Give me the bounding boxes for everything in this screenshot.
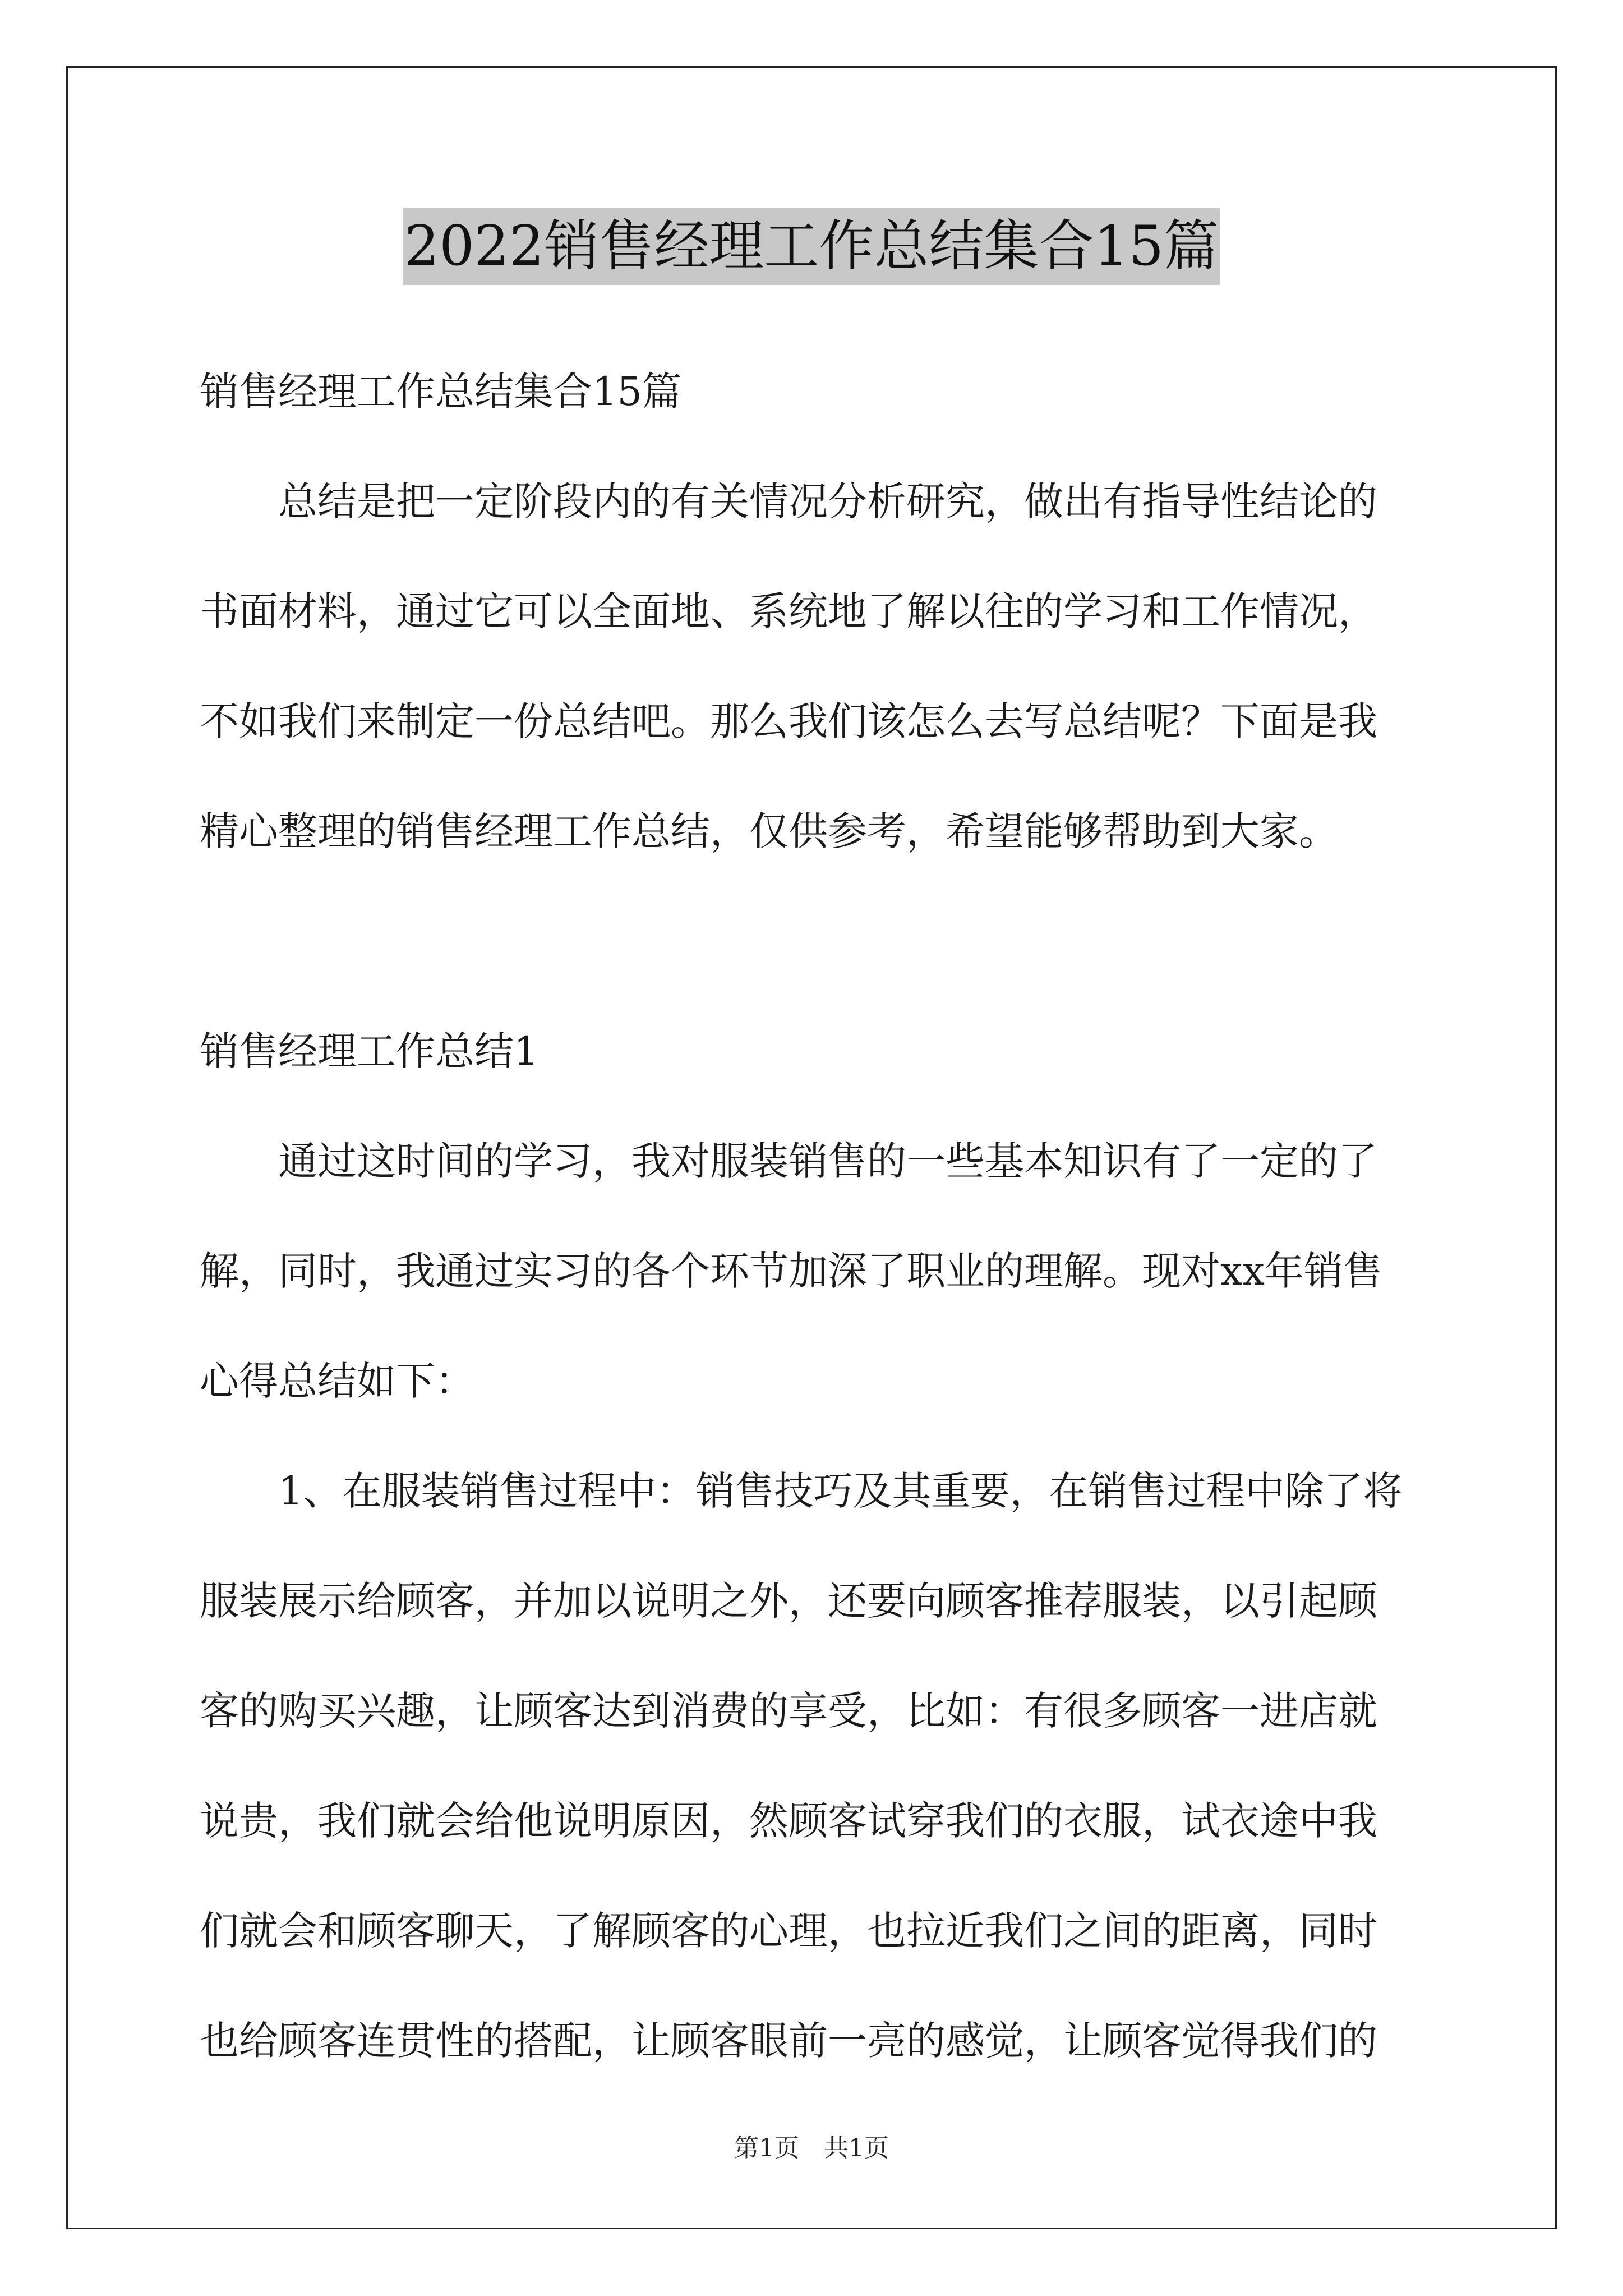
- paragraph-line: 总结是把一定阶段内的有关情况分析研究，做出有指导性结论的: [278, 478, 1377, 524]
- paragraph-line: 不如我们来制定一份总结吧。那么我们该怎么去写总结呢？下面是我: [200, 698, 1377, 744]
- spacer: [200, 886, 1428, 996]
- section1-paragraph-2: [200, 1436, 1428, 2096]
- paragraph-line: 服装展示给顾客，并加以说明之外，还要向顾客推荐服装，以引起顾: [200, 1578, 1377, 1624]
- intro-paragraph: [200, 447, 1428, 886]
- title-wrap: [0, 208, 1623, 285]
- paragraph-line: 也给顾客连贯性的搭配，让顾客眼前一亮的感觉，让顾客觉得我们的: [200, 2018, 1377, 2064]
- paragraph-line: 通过这时间的学习，我对服装销售的一些基本知识有了一定的了: [278, 1138, 1377, 1184]
- paragraph-line: 书面材料，通过它可以全面地、系统地了解以往的学习和工作情况，: [200, 588, 1377, 634]
- section1-paragraph-1: [200, 1106, 1428, 1436]
- paragraph-line: 1、在服装销售过程中：销售技巧及其重要，在销售过程中除了将: [278, 1468, 1403, 1514]
- paragraph-line: 说贵，我们就会给他说明原因，然顾客试穿我们的衣服，试衣途中我: [200, 1798, 1377, 1844]
- paragraph-line: 解，同时，我通过实习的各个环节加深了职业的理解。现对xx年销售: [200, 1248, 1382, 1294]
- subtitle: 销售经理工作总结集合15篇: [200, 369, 682, 415]
- paragraph-line: 们就会和顾客聊天，了解顾客的心理，也拉近我们之间的距离，同时: [200, 1908, 1377, 1954]
- document-title: 2022销售经理工作总结集合15篇: [403, 208, 1220, 285]
- paragraph-line: 客的购买兴趣，让顾客达到消费的享受，比如：有很多顾客一进店就: [200, 1688, 1377, 1734]
- section-heading: 销售经理工作总结1: [200, 1028, 539, 1074]
- paragraph-line: 心得总结如下：: [200, 1358, 474, 1404]
- page-footer: 第1页 共1页: [734, 2134, 889, 2162]
- paragraph-line: 精心整理的销售经理工作总结，仅供参考，希望能够帮助到大家。: [200, 808, 1338, 854]
- document-body: [200, 337, 1428, 2096]
